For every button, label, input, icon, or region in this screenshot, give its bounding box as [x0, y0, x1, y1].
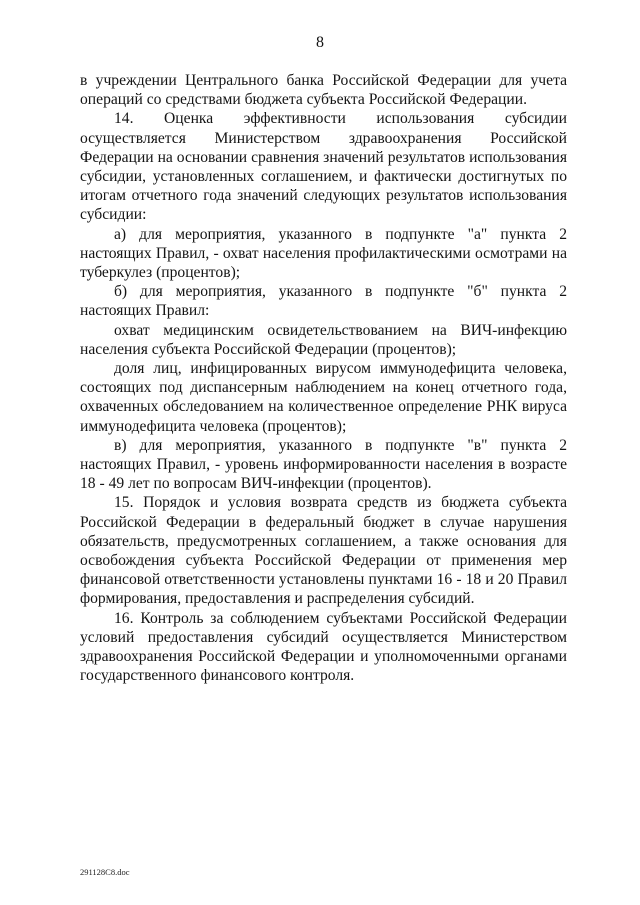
paragraph-14-b: б) для мероприятия, указанного в подпункте "б" пункта 2 настоящих Правил: — [80, 283, 567, 320]
page-number: 8 — [316, 34, 324, 51]
paragraph-14-v: в) для мероприятия, указанного в подпункте "в" пункта 2 настоящих Правил, - уровень информированности населения в возрасте 18 - 49 лет по вопросам ВИЧ-инфекции (процентов). — [80, 436, 567, 493]
paragraph-14-b-2: доля лиц, инфицированных вирусом иммунодефицита человека, состоящих под диспансерным наблюдением на конец отчетного года, охваченных обследованием на количественное определение РНК вируса иммунодефицита человека (процентов); — [80, 360, 567, 435]
document-body — [80, 71, 567, 686]
paragraph-15: 15. Порядок и условия возврата средств из бюджета субъекта Российской Федерации в федеральный бюджет в случае нарушения обязательств, предусмотренных соглашением, а также основания для освобождения субъекта Российской Федерации от применения мер финансовой ответственности установлены пунктами 16 - 18 и 20 Правил формирования, предоставления и распределения субсидий. — [80, 494, 567, 608]
paragraph-14-b-1: охват медицинским освидетельствованием на ВИЧ-инфекцию населения субъекта Российской Федерации (процентов); — [80, 321, 567, 358]
paragraph-14-a: а) для мероприятия, указанного в подпункте "а" пункта 2 настоящих Правил, - охват населения профилактическими осмотрами на туберкулез (процентов); — [80, 225, 567, 282]
paragraph-16: 16. Контроль за соблюдением субъектами Российской Федерации условий предоставления субсидий осуществляется Министерством здравоохранения Российской Федерации и уполномоченными органами государственного финансового контроля. — [80, 609, 567, 685]
paragraph-continuation: в учреждении Центрального банка Российской Федерации для учета операций со средствами бюджета субъекта Российской Федерации. — [80, 72, 567, 109]
footer-document-code: 291128C8.doc — [80, 867, 130, 877]
paragraph-14: 14. Оценка эффективности использования субсидии осуществляется Министерством здравоохранения Российской Федерации на основании сравнения значений результатов использования субсидии, установленных соглашением, и фактически достигнутых по итогам отчетного года значений следующих результатов использования субсидии: — [80, 110, 567, 224]
